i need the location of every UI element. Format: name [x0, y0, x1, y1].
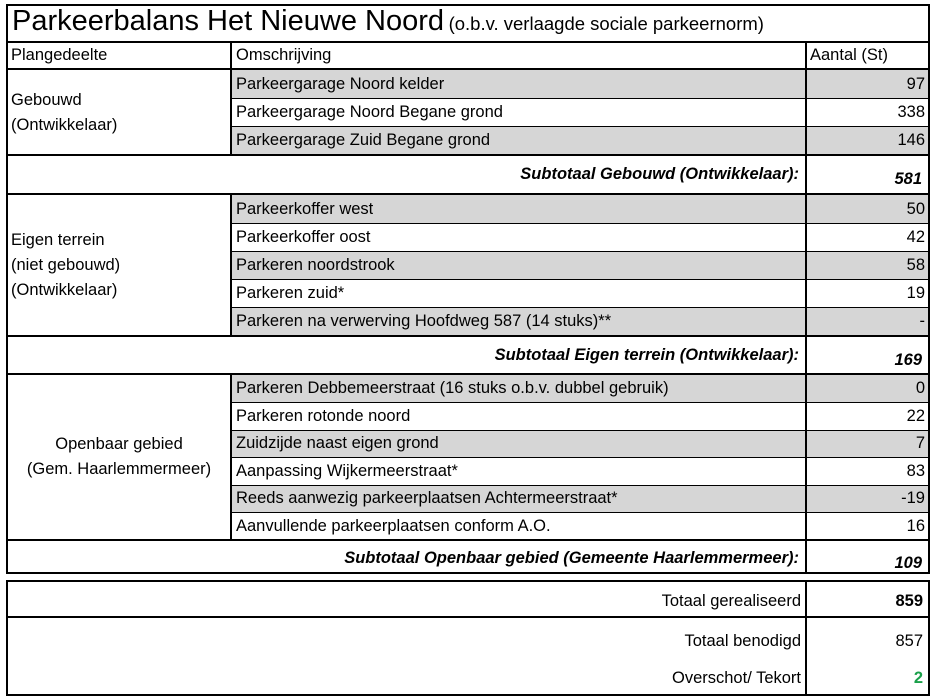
- row-aantal: 58: [906, 257, 925, 274]
- group-label-eigen-terrein-line1: Eigen terrein: [11, 232, 105, 249]
- row-omschrijving: Parkeergarage Zuid Begane grond: [236, 132, 491, 149]
- title-subtitle: (o.b.v. verlaagde sociale parkeernorm): [448, 13, 764, 34]
- row-omschrijving: Parkeergarage Noord Begane grond: [236, 104, 503, 121]
- subtotal-gebouwd-label: Subtotaal Gebouwd (Ontwikkelaar):: [520, 166, 799, 183]
- row-aantal: 7: [915, 435, 925, 452]
- row-omschrijving: Parkeergarage Noord kelder: [236, 76, 445, 93]
- overschot-tekort-label: Overschot/ Tekort: [672, 670, 801, 687]
- row-omschrijving: Parkeren noordstrook: [236, 257, 395, 274]
- row-omschrijving: Parkeren Debbemeerstraat (16 stuks o.b.v. dubbel gebruik): [236, 380, 669, 397]
- row-omschrijving: Parkeerkoffer west: [236, 201, 374, 218]
- row-omschrijving: Aanpassing Wijkermeerstraat*: [236, 463, 458, 480]
- row-aantal: 338: [897, 104, 925, 121]
- subtotal-eigen-terrein-value: 169: [894, 352, 922, 369]
- row-aantal: 22: [906, 408, 925, 425]
- group-label-openbaar-line1: Openbaar gebied: [55, 436, 183, 453]
- row-aantal: 42: [906, 229, 925, 246]
- row-aantal: 50: [906, 201, 925, 218]
- group-label-eigen-terrein-line2: (niet gebouwd): [11, 257, 121, 274]
- overschot-tekort-value: 2: [913, 670, 923, 687]
- row-omschrijving: Parkeren na verwerving Hoofdweg 587 (14 stuks)**: [236, 313, 612, 330]
- row-omschrijving: Aanvullende parkeerplaatsen conform A.O.: [236, 518, 551, 535]
- page-title: [12, 7, 764, 41]
- header-aantal: Aantal (St): [810, 47, 888, 64]
- row-aantal: 16: [906, 518, 925, 535]
- subtotal-openbaar-value: 109: [894, 555, 922, 572]
- row-omschrijving: Reeds aanwezig parkeerplaatsen Achtermeerstraat*: [236, 490, 618, 507]
- row-aantal: -: [919, 313, 925, 330]
- row-aantal: -19: [901, 490, 925, 507]
- row-aantal: 97: [906, 76, 925, 93]
- header-plangedeelte: Plangedeelte: [11, 47, 108, 64]
- total-benodigd-value: 857: [895, 633, 923, 650]
- subtotal-eigen-terrein-label: Subtotaal Eigen terrein (Ontwikkelaar):: [494, 347, 799, 364]
- row-aantal: 0: [915, 380, 925, 397]
- row-aantal: 83: [906, 463, 925, 480]
- header-omschrijving: Omschrijving: [236, 47, 332, 64]
- group-label-gebouwd-line2: (Ontwikkelaar): [11, 117, 118, 134]
- parking-balance-sheet: [6, 4, 930, 696]
- total-gerealiseerd-label: Totaal gerealiseerd: [661, 593, 801, 610]
- row-omschrijving: Parkeren rotonde noord: [236, 408, 411, 425]
- title-main: Parkeerbalans Het Nieuwe Noord: [12, 7, 444, 37]
- group-label-openbaar-line2: (Gem. Haarlemmermeer): [26, 461, 212, 478]
- group-label-eigen-terrein-line3: (Ontwikkelaar): [11, 282, 118, 299]
- row-aantal: 19: [906, 285, 925, 302]
- row-omschrijving: Parkeren zuid*: [236, 285, 345, 302]
- row-omschrijving: Zuidzijde naast eigen grond: [236, 435, 439, 452]
- subtotal-gebouwd-value: 581: [894, 171, 922, 188]
- total-gerealiseerd-value: 859: [895, 593, 923, 610]
- total-benodigd-label: Totaal benodigd: [684, 633, 801, 650]
- subtotal-openbaar-label: Subtotaal Openbaar gebied (Gemeente Haarlemmermeer):: [344, 550, 799, 567]
- row-aantal: 146: [897, 132, 925, 149]
- row-omschrijving: Parkeerkoffer oost: [236, 229, 371, 246]
- group-label-gebouwd-line1: Gebouwd: [11, 92, 82, 109]
